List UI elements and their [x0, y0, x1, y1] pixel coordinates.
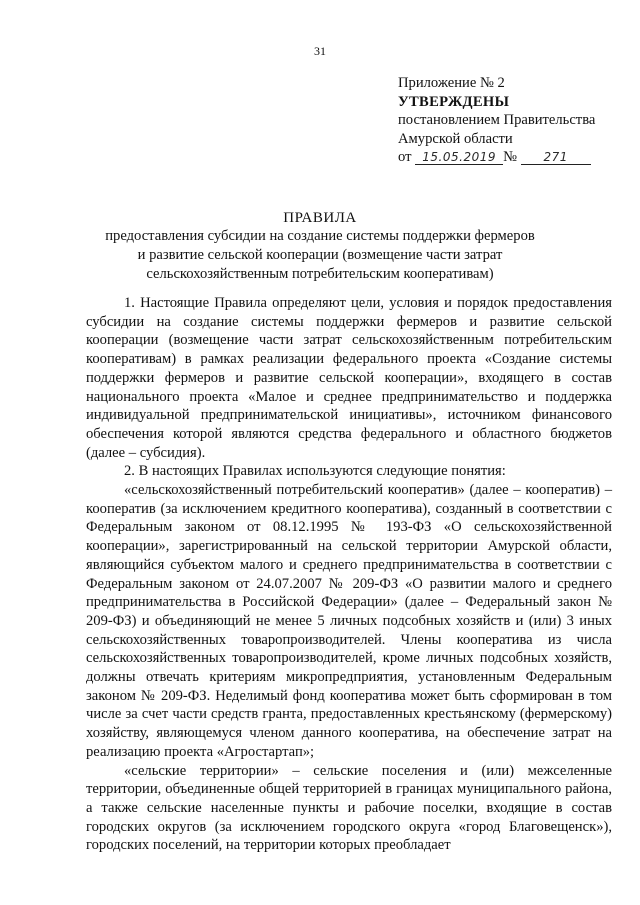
- paragraph-2: 2. В настоящих Правилах используются следующие понятия:: [124, 463, 506, 480]
- appendix-label: Приложение № 2: [398, 75, 505, 91]
- approved-label: УТВЕРЖДЕНЫ: [398, 93, 510, 110]
- document-subtitle: предоставления субсидии на создание системы поддержки фермеров и развитие сельской кооперации (возмещение части затрат сельскохозяйственным потребительским кооперативам): [105, 228, 535, 282]
- page-number: 31: [314, 44, 326, 58]
- paragraph-4: «сельские территории» – сельские поселения и (или) межселенные территории, объединенные общей территорией в границах муниципального района, а также сельские населенные пункты и рабочие поселки, входящие в состав городских округов (за исключением городского округа «город Благовещенск»), городских поселений, на территории которых преобладает: [86, 762, 612, 854]
- resolution-label: постановлением Правительства: [398, 112, 596, 129]
- number-sign: №: [503, 149, 518, 166]
- paragraph-1: 1. Настоящие Правила определяют цели, условия и порядок предоставления субсидии на создание системы поддержки фермеров и развитие сельской кооперации (возмещение части затрат сельскохозяйственным потребительским кооперативам) в рамках реализации федерального проекта «Создание системы поддержки фермеров и развитие сельской кооперации», входящего в состав национального проекта «Малое и среднее предпринимательство и поддержка индивидуальной предпринимательской инициативы», источником финансового обеспечения которой являются средства федерального и областного бюджетов (далее – субсидия).: [86, 295, 612, 461]
- handwritten-number: 271: [521, 150, 591, 165]
- date-prefix: от: [398, 149, 412, 166]
- date-line: [398, 148, 628, 167]
- paragraph-3: «сельскохозяйственный потребительский кооператив» (далее – кооператив) – кооператив (за исключением кредитного кооператива), созданный в соответствии с Федеральным законом от 08.12.1995 № 193-ФЗ «О сельскохозяйственной кооперации», зарегистрированный на сельской территории Амурской области, являющийся субъектом малого и среднего предпринимательства в соответствии с Федеральным законом от 24.07.2007 № 209-ФЗ «О развитии малого и среднего предпринимательства в Российской Федерации» (далее – Федеральный закон № 209-ФЗ) и объединяющий не менее 5 личных подсобных хозяйств и (или) 3 иных сельскохозяйственных товаропроизводителей. Члены кооператива из числа сельскохозяйственных товаропроизводителей, кроме личных подсобных хозяйств, должны отвечать критериям микропредприятия, установленным Федеральным законом № 209-ФЗ. Неделимый фонд кооператива может быть сформирован в том числе за счет части средств гранта, предоставленных крестьянскому (фермерскому) хозяйству, являющемуся членом данного кооператива, на обеспечение затрат на реализацию проекта «Агростартап»;: [86, 482, 612, 760]
- body-text: [86, 294, 612, 855]
- document-title: ПРАВИЛА: [283, 210, 357, 226]
- handwritten-date: 15.05.2019: [415, 150, 503, 165]
- region-label: Амурской области: [398, 130, 513, 147]
- appendix-block: [398, 74, 628, 167]
